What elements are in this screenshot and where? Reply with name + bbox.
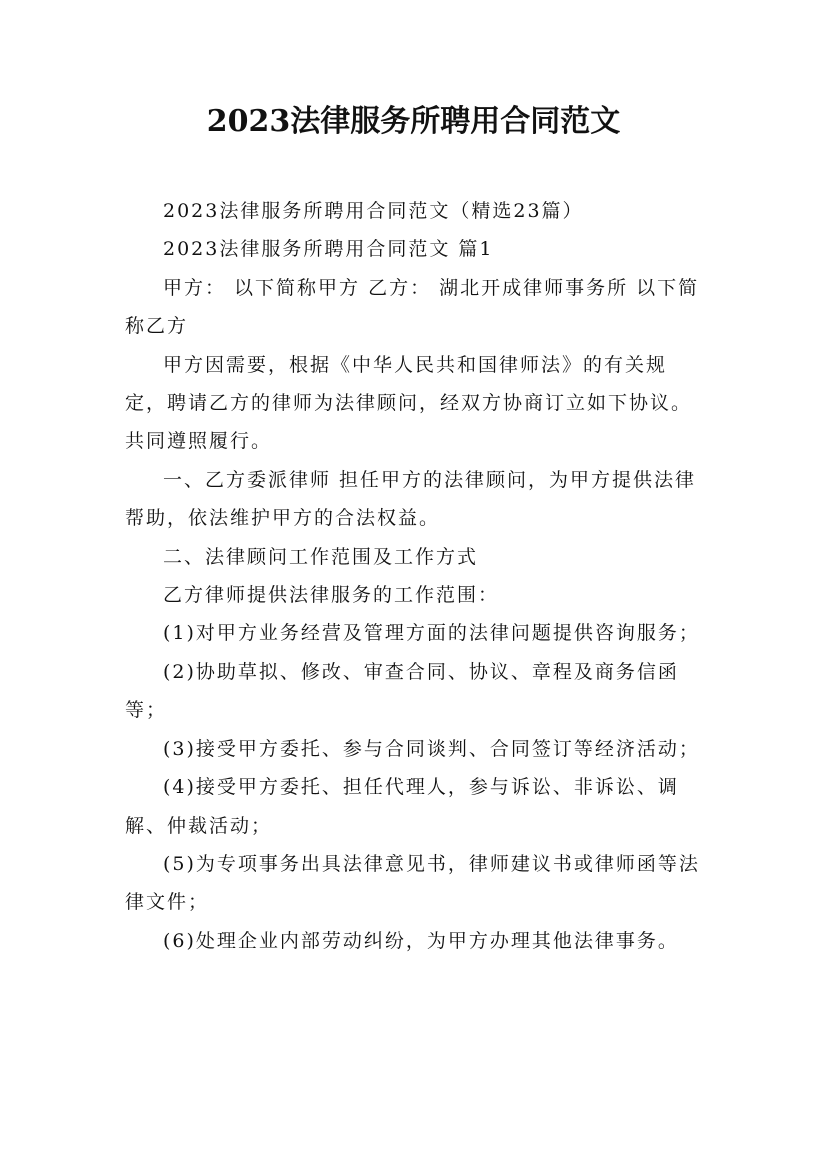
paragraph-scope-item-6: (6)处理企业内部劳动纠纷，为甲方办理其他法律事务。 — [163, 929, 679, 952]
paragraph-section-heading: 2023法律服务所聘用合同范文 篇1 — [163, 238, 494, 261]
paragraph-clause-1: 一、乙方委派律师 担任甲方的法律顾问，为甲方提供法律帮助，依法维护甲方的合法权益。 — [125, 468, 697, 530]
paragraph-scope-item-1: (1)对甲方业务经营及管理方面的法律问题提供咨询服务； — [163, 622, 700, 645]
paragraph-scope-item-5: (5)为专项事务出具法律意见书，律师建议书或律师函等法律文件； — [125, 852, 700, 914]
paragraph-scope-item-2: (2)协助草拟、修改、审查合同、协议、章程及商务信函等； — [125, 660, 679, 722]
paragraph-scope-item-3: (3)接受甲方委托、参与合同谈判、合同签订等经济活动； — [163, 737, 700, 760]
document-body — [125, 192, 705, 960]
paragraph-parties: 甲方： 以下简称甲方 乙方： 湖北开成律师事务所 以下简称乙方 — [125, 276, 700, 338]
paragraph-preamble: 甲方因需要，根据《中华人民共和国律师法》的有关规定，聘请乙方的律师为法律顾问，经双方协商订立如下协议。共同遵照履行。 — [125, 353, 693, 453]
document-title: 2023法律服务所聘用合同范文 — [206, 104, 621, 139]
paragraph-scope-intro: 乙方律师提供法律服务的工作范围： — [163, 584, 500, 607]
paragraph-subtitle: 2023法律服务所聘用合同范文（精选23篇） — [163, 200, 584, 222]
paragraph-clause-2-heading: 二、法律顾问工作范围及工作方式 — [163, 545, 479, 568]
paragraph-scope-item-4: (4)接受甲方委托、担任代理人，参与诉讼、非诉讼、调解、仲裁活动； — [125, 776, 679, 837]
